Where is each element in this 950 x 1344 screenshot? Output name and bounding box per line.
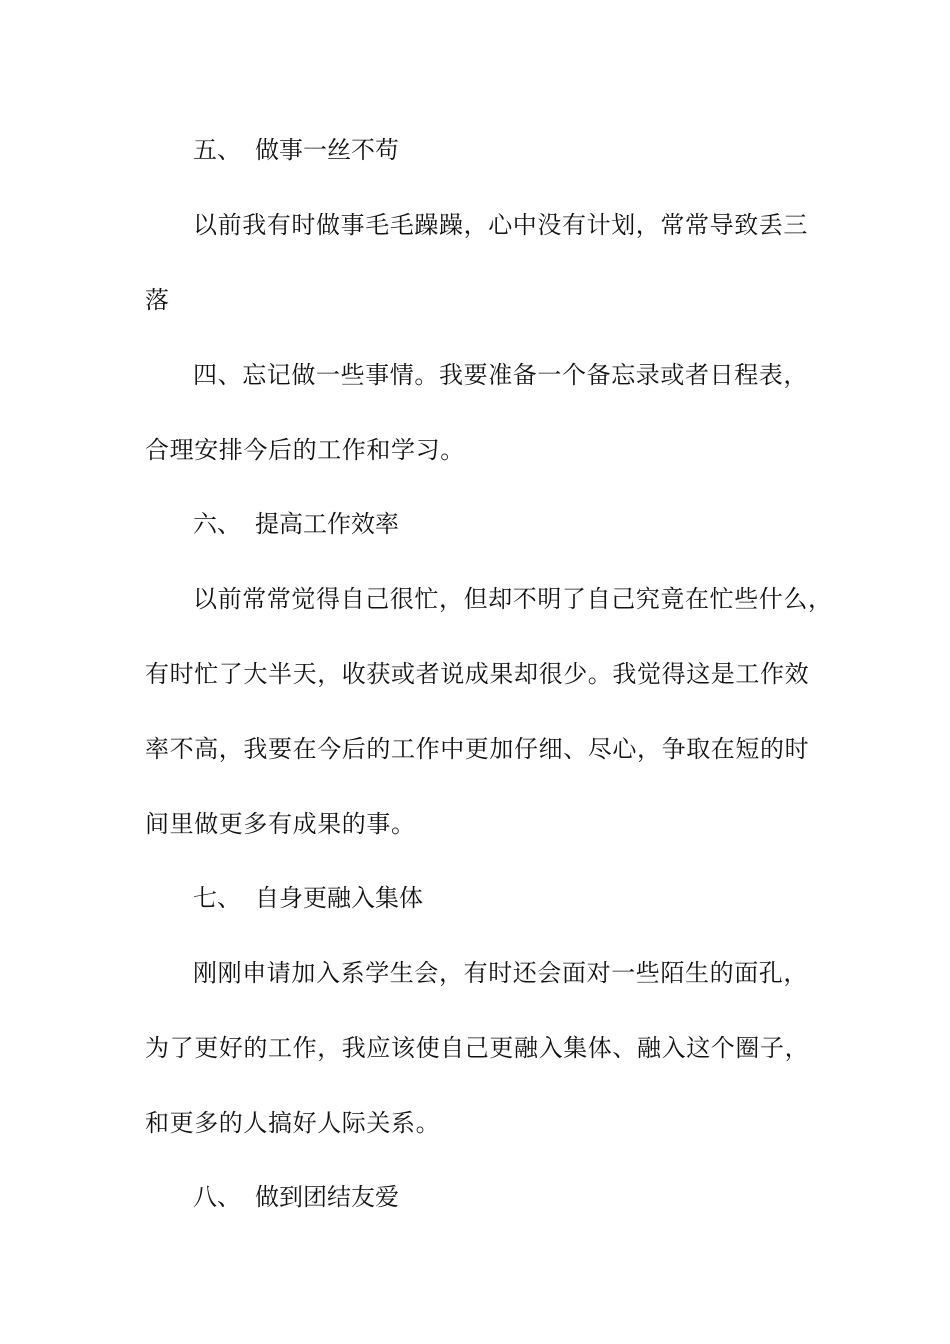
paragraph-line: 以前我有时做事毛毛躁躁，心中没有计划，常常导致丢三 [193,211,808,239]
paragraph-line: 率不高，我要在今后的工作中更加仔细、尽心，争取在短的时 [145,735,810,763]
paragraph-line: 以前常常觉得自己很忙，但却不明了自己究竟在忙些什么， [193,585,833,613]
section-title: 自身更融入集体 [255,884,423,912]
paragraph-line: 间里做更多有成果的事。 [145,810,416,838]
section-heading-6 [193,508,399,540]
paragraph-line: 为了更好的工作，我应该使自己更融入集体、融入这个圈子， [145,1034,810,1062]
section-title: 提高工作效率 [255,510,399,538]
section-number: 五、 [193,136,241,164]
section-number: 八、 [193,1183,241,1211]
section-number: 六、 [193,510,241,538]
paragraph-line: 有时忙了大半天，收获或者说成果却很少。我觉得这是工作效 [145,660,810,688]
section-heading-8 [193,1181,399,1213]
section-heading-5 [193,134,399,166]
section-title: 做到团结友爱 [255,1183,399,1211]
paragraph-line: 合理安排今后的工作和学习。 [145,436,465,464]
paragraph-line: 落 [145,286,170,314]
section-number: 七、 [193,884,241,912]
paragraph-line: 四、忘记做一些事情。我要准备一个备忘录或者日程表， [193,361,808,389]
section-heading-7 [193,882,423,914]
paragraph-line: 和更多的人搞好人际关系。 [145,1109,441,1137]
paragraph-line: 刚刚申请加入系学生会，有时还会面对一些陌生的面孔， [193,959,808,987]
section-title: 做事一丝不苟 [255,136,399,164]
